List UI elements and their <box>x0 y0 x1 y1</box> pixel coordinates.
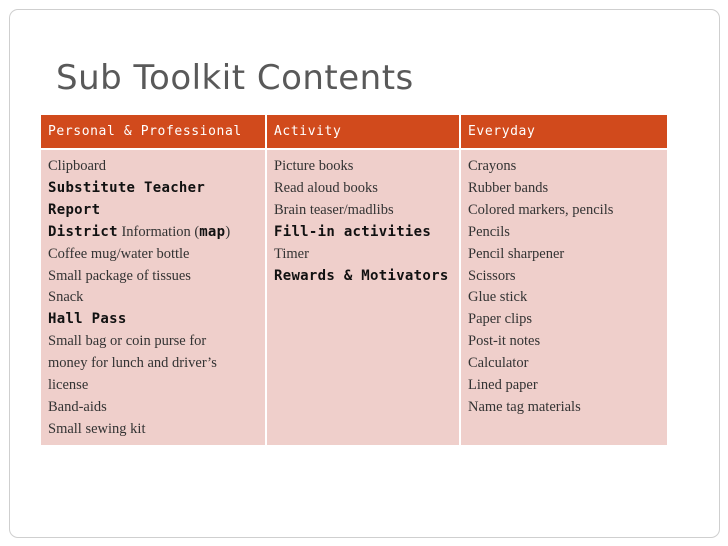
list-item: Snack <box>48 289 84 306</box>
personal-column <box>41 149 266 445</box>
list-item: license <box>48 377 89 394</box>
list-item: Crayons <box>468 158 517 174</box>
list-item: Small sewing kit <box>48 420 146 437</box>
list-item: Clipboard <box>48 158 106 174</box>
content-row <box>41 149 667 445</box>
list-item: Picture books <box>274 158 354 174</box>
list-item: Paper clips <box>468 311 533 328</box>
header-everyday: Everyday <box>460 115 667 149</box>
header-activity: Activity <box>266 115 460 149</box>
list-item: Scissors <box>468 267 516 284</box>
list-item: Name tag materials <box>468 398 581 415</box>
list-item: Colored markers, pencils <box>468 201 614 218</box>
close-paren: ) <box>225 223 231 240</box>
list-item: Brain teaser/madlibs <box>274 201 394 218</box>
toolkit-table <box>41 115 667 445</box>
list-item: Timer <box>274 245 309 262</box>
list-item: Rubber bands <box>468 179 549 196</box>
list-item: money for lunch and driver’s <box>48 355 217 372</box>
list-item: Read aloud books <box>274 179 378 196</box>
list-item: Pencil sharpener <box>468 245 565 262</box>
slide-title: Sub Toolkit Contents <box>56 58 414 98</box>
list-item <box>48 222 259 244</box>
header-row <box>41 115 667 149</box>
list-item: Small package of tissues <box>48 267 191 284</box>
header-personal-professional: Personal & Professional <box>41 115 266 149</box>
everyday-column <box>460 149 667 445</box>
list-item: Glue stick <box>468 289 528 306</box>
list-item: Coffee mug/water bottle <box>48 245 190 262</box>
list-item: Calculator <box>468 355 529 372</box>
map-label: map <box>199 223 226 240</box>
list-item: Post-it notes <box>468 333 541 350</box>
list-item: Small bag or coin purse for <box>48 333 207 350</box>
activity-column <box>266 149 460 445</box>
list-item: Hall Pass <box>48 311 127 328</box>
list-item: Band-aids <box>48 398 107 415</box>
list-item: Rewards & Motivators <box>274 267 449 284</box>
district-label: District <box>48 223 118 240</box>
information-label: Information ( <box>117 223 200 240</box>
list-item: Pencils <box>468 223 510 240</box>
list-item: Substitute Teacher Report <box>48 179 206 218</box>
list-item: Lined paper <box>468 377 538 394</box>
list-item: Fill-in activities <box>274 223 432 240</box>
